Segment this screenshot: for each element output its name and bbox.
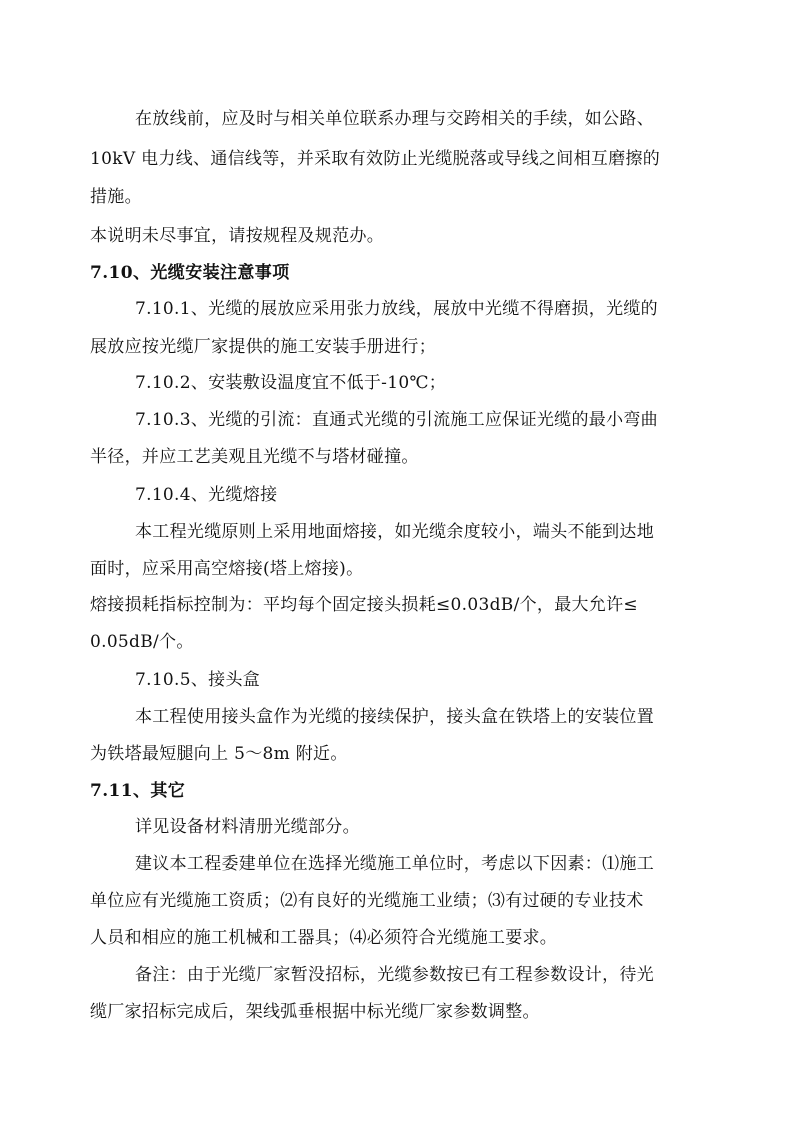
item-7-10-4-body-line-1: 本工程光缆原则上采用地面熔接，如光缆余度较小，端头不能到达地 xyxy=(135,522,654,542)
item-7-10-4-loss-line-1: 熔接损耗指标控制为：平均每个固定接头损耗≤0.03dB/个，最大允许≤ xyxy=(90,595,638,615)
item-7-10-5-body-line-2: 为铁塔最短腿向上 5～8m 附近。 xyxy=(90,744,348,764)
item-7-10-4-body-line-2: 面时，应采用高空熔接(塔上熔接)。 xyxy=(90,559,364,579)
para-road-line-1: 在放线前，应及时与相关单位联系办理与交跨相关的手续，如公路、 xyxy=(135,109,654,129)
item-7-10-4-loss-line-2: 0.05dB/个。 xyxy=(90,632,194,652)
item-7-10-4-title: 7.10.4、光缆熔接 xyxy=(135,485,278,505)
item-7-10-3-line-1: 7.10.3、光缆的引流：直通式光缆的引流施工应保证光缆的最小弯曲 xyxy=(135,410,658,430)
item-7-10-1-line-2: 展放应按光缆厂家提供的施工安装手册进行； xyxy=(90,337,436,357)
section-7-11-heading: 7.11、其它 xyxy=(90,781,186,801)
para-road-line-2: 10kV 电力线、通信线等，并采取有效防止光缆脱落或导线之间相互磨擦的 xyxy=(90,149,661,169)
section-7-11-para-3-line-1: 备注：由于光缆厂家暂没招标，光缆参数按已有工程参数设计，待光 xyxy=(135,965,654,985)
section-7-10-heading: 7.10、光缆安装注意事项 xyxy=(90,263,290,283)
item-7-10-3-line-2: 半径，并应工艺美观且光缆不与塔材碰撞。 xyxy=(90,447,419,467)
item-7-10-5-body-line-1: 本工程使用接头盒作为光缆的接续保护，接头盒在铁塔上的安装位置 xyxy=(135,707,654,727)
item-7-10-5-title: 7.10.5、接头盒 xyxy=(135,670,261,690)
section-7-11-para-2-line-2: 单位应有光缆施工资质；⑵有良好的光缆施工业绩；⑶有过硬的专业技术 xyxy=(90,891,644,911)
para-note: 本说明未尽事宜，请按规程及规范办。 xyxy=(90,226,385,246)
section-7-11-para-2-line-1: 建议本工程委建单位在选择光缆施工单位时，考虑以下因素：⑴施工 xyxy=(135,854,654,874)
item-7-10-1-line-1: 7.10.1、光缆的展放应采用张力放线，展放中光缆不得磨损，光缆的 xyxy=(135,299,658,319)
item-7-10-2: 7.10.2、安装敷设温度宜不低于-10℃； xyxy=(135,373,447,393)
para-road-line-3: 措施。 xyxy=(90,187,142,207)
section-7-11-para-1: 详见设备材料清册光缆部分。 xyxy=(135,817,360,837)
section-7-11-para-2-line-3: 人员和相应的施工机械和工器具；⑷必须符合光缆施工要求。 xyxy=(90,928,558,948)
section-7-11-para-3-line-2: 缆厂家招标完成后，架线弧垂根据中标光缆厂家参数调整。 xyxy=(90,1002,540,1022)
